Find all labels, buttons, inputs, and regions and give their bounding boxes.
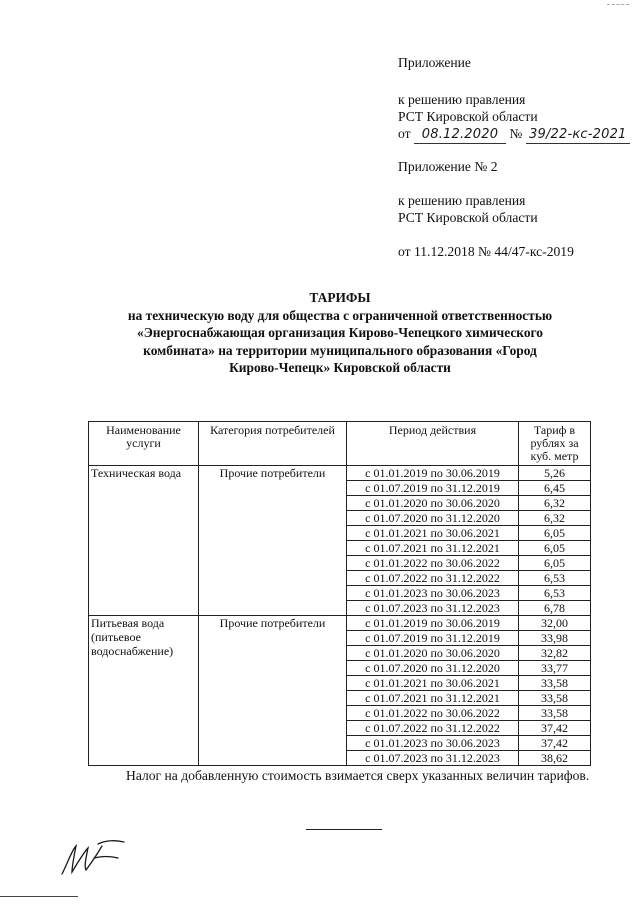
tariff-cell: 6,32 [519,511,591,526]
period-cell: с 01.07.2021 по 31.12.2021 [347,691,519,706]
title-heading: ТАРИФЫ [309,290,371,305]
period-cell: с 01.01.2023 по 30.06.2023 [347,586,519,601]
tariff-cell: 37,42 [519,736,591,751]
period-cell: с 01.01.2019 по 30.06.2019 [347,466,519,481]
period-cell: с 01.01.2021 по 30.06.2021 [347,676,519,691]
category-cell: Прочие потребители [199,466,347,616]
period-cell: с 01.01.2022 по 30.06.2022 [347,556,519,571]
tariff-cell: 33,58 [519,706,591,721]
decision-from-label: от [398,126,411,141]
period-cell: с 01.01.2023 по 30.06.2023 [347,736,519,751]
header-service: Наименование услуги [89,422,199,466]
appendix-date-line: от 11.12.2018 № 44/47-кс-2019 [398,244,574,259]
tariff-cell: 37,42 [519,721,591,736]
table-header-row [89,422,591,466]
tariff-cell: 6,05 [519,526,591,541]
tariff-cell: 6,53 [519,586,591,601]
tariff-cell: 33,58 [519,676,591,691]
period-cell: с 01.01.2021 по 30.06.2021 [347,526,519,541]
tariff-cell: 6,78 [519,601,591,616]
signature-line [306,829,382,830]
tariff-cell: 6,05 [519,556,591,571]
tariff-cell: 6,32 [519,496,591,511]
tariff-cell: 6,53 [519,571,591,586]
service-cell: Техническая вода [89,466,199,616]
tariff-cell: 33,77 [519,661,591,676]
tariff-cell: 33,98 [519,631,591,646]
table-row [89,616,591,631]
scan-edge-mark [607,4,629,5]
period-cell: с 01.01.2020 по 30.06.2020 [347,646,519,661]
tariff-cell: 5,26 [519,466,591,481]
tariff-table [88,421,591,766]
period-cell: с 01.07.2022 по 31.12.2022 [347,721,519,736]
decision-appendix-label: Приложение [398,55,471,70]
decision-number-label: № [509,126,523,141]
service-cell: Питьевая вода (питьевое водоснабжение) [89,616,199,766]
table-body [89,466,591,766]
decision-to-label: к решению правления [398,92,526,107]
document-title [80,289,600,377]
tariff-cell: 6,45 [519,481,591,496]
period-cell: с 01.07.2019 по 31.12.2019 [347,481,519,496]
tariff-cell: 33,58 [519,691,591,706]
appendix-label: Приложение № 2 [398,159,498,174]
tariff-cell: 32,82 [519,646,591,661]
title-line-2: «Энергоснабжающая организация Кирово-Чепецкого химического [137,325,543,340]
header-tariff: Тариф в рублях за куб. метр [519,422,591,466]
tariff-cell: 32,00 [519,616,591,631]
period-cell: с 01.07.2023 по 31.12.2023 [347,601,519,616]
period-cell: с 01.01.2020 по 30.06.2020 [347,496,519,511]
decision-number-handwritten: 39/22-кс-2021 [526,126,630,144]
vat-note: Налог на добавленную стоимость взимается сверх указанных величин тарифов. [126,768,590,783]
period-cell: с 01.07.2021 по 31.12.2021 [347,541,519,556]
period-cell: с 01.07.2019 по 31.12.2019 [347,631,519,646]
period-cell: с 01.07.2023 по 31.12.2023 [347,751,519,766]
title-line-1: на техническую воду для общества с ограниченной ответственностью [127,307,553,323]
bottom-rule [0,896,78,897]
category-cell: Прочие потребители [199,616,347,766]
handwritten-signature [58,836,128,880]
header-category: Категория потребителей [199,422,347,466]
title-line-3: комбината» на территории муниципального образования «Город [143,342,537,358]
period-cell: с 01.01.2022 по 30.06.2022 [347,706,519,721]
tariff-cell: 38,62 [519,751,591,766]
period-cell: с 01.01.2019 по 30.06.2019 [347,616,519,631]
table-row [89,466,591,481]
header-period: Период действия [347,422,519,466]
decision-date-handwritten: 08.12.2020 [414,126,506,144]
appendix-authority: РСТ Кировской области [398,210,538,225]
decision-date-line [398,125,630,144]
appendix-to-label: к решению правления [398,193,526,208]
tariff-cell: 6,05 [519,541,591,556]
title-line-4: Кирово-Чепецк» Кировской области [229,360,451,375]
period-cell: с 01.07.2022 по 31.12.2022 [347,571,519,586]
decision-authority: РСТ Кировской области [398,109,538,124]
period-cell: с 01.07.2020 по 31.12.2020 [347,511,519,526]
period-cell: с 01.07.2020 по 31.12.2020 [347,661,519,676]
